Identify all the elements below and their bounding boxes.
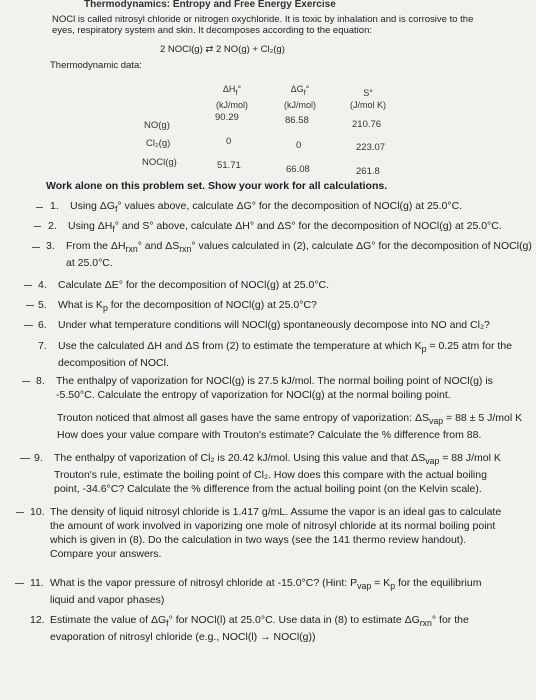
row-species: NOCl(g) <box>142 157 177 168</box>
header-S <box>338 87 398 111</box>
decomposition-equation: 2 NOCl(g) ⇄ 2 NO(g) + Cl₂(g) <box>160 44 285 55</box>
pen-mark <box>24 285 32 286</box>
question-number: 5. <box>38 299 47 311</box>
pen-mark <box>24 325 33 326</box>
row-species: Cl₂(g) <box>146 138 171 149</box>
pen-mark <box>36 207 43 208</box>
question-number: 6. <box>38 319 47 331</box>
question-number: 8. <box>36 375 45 387</box>
row-dGf: 66.08 <box>286 164 310 175</box>
row-dGf: 86.58 <box>285 115 309 126</box>
question-6 <box>38 318 490 332</box>
question-8-trouton: Trouton noticed that almost all gases have the same entropy of vaporization: $\Delta S_{vap} = 88 \pm 5$ J/mol K How does your value compare with Trouton's estimate? Calculate the % difference from 88. <box>57 412 523 442</box>
question-5 <box>38 298 317 315</box>
question-text: Using $\Delta G_f^\circ$ values above, calculate ΔG° for the decomposition of NOCl(g) at 25.0°C. <box>70 200 463 215</box>
header-S-unit: (J/mol K) <box>350 100 386 110</box>
question-text: Using $\Delta H_f^\circ$ and S° above, calculate ΔH° and ΔS° for the decomposition of NOCl(g) at 25.0°C. <box>68 220 502 235</box>
question-number: 10. <box>30 506 45 518</box>
pen-mark <box>20 458 30 459</box>
pen-mark <box>22 381 30 382</box>
question-number: 12. <box>30 614 45 626</box>
row-S: 210.76 <box>352 119 382 130</box>
page-title: Thermodynamics: Entropy and Free Energy Exercise <box>84 0 336 10</box>
row-dHf: 0 <box>226 136 232 147</box>
question-number: 9. <box>34 452 43 464</box>
question-text: The enthalpy of vaporization for NOCl(g) is 27.5 kJ/mol. The normal boiling point of NOCl(g) is -5.50°C. Calculate the entropy of vaporization for NOCl(g) at the normal boiling point. <box>56 375 493 401</box>
question-8 <box>36 374 522 442</box>
header-dGf <box>270 83 330 111</box>
header-dHf-symbol: $\Delta H_f^\circ$ <box>222 84 242 97</box>
question-2 <box>48 219 502 236</box>
question-text: Use the calculated ΔH and ΔS from (2) to estimate the temperature at which $K_p = 0.25$ atm for the decomposition of NOCl. <box>58 340 512 370</box>
question-3 <box>46 239 532 270</box>
question-text: What is $K_p$ for the decomposition of NOCl(g) at 25.0°C? <box>58 299 317 314</box>
question-number: 4. <box>38 279 47 291</box>
question-text: The density of liquid nitrosyl chloride is 1.417 g/mL. Assume the vapor is an ideal gas to calculate the amount of work involved in vaporizing one mole of nitrosyl chloride at its normal boiling point which is given in (8). Do the calculation in two ways (see the 141 thermo review handout). Compare your answers. <box>50 506 502 560</box>
row-S: 223.07 <box>356 142 386 153</box>
question-text: Estimate the value of $\Delta G_f^\circ$ for NOCl(l) at 25.0°C. Use data in (8) to estimate $\Delta G_{rxn}^\circ$ for the evaporation of nitrosyl chloride (e.g., NOCl(l) → NOCl(g)) <box>50 614 469 644</box>
question-number: 3. <box>46 240 55 252</box>
pen-mark <box>32 247 40 248</box>
question-9 <box>34 451 501 496</box>
header-dHf <box>202 83 262 111</box>
question-text: What is the vapor pressure of nitrosyl chloride at -15.0°C? (Hint: $P_{vap} = K_p$ for the equilibrium liquid and vapor phases) <box>50 577 482 607</box>
question-text: From the $\Delta H_{rxn}^\circ$ and $\Delta S_{rxn}^\circ$ values calculated in (2), calculate ΔG° for the decomposition of NOCl(g) at 25.0°C. <box>66 240 532 270</box>
row-dHf: 90.29 <box>215 112 239 123</box>
intro-line-1: NOCl is called nitrosyl chloride or nitrogen oxychloride. It is toxic by inhalation and is corrosive to the <box>52 14 474 25</box>
pen-mark <box>34 226 41 227</box>
header-dHf-unit: (kJ/mol) <box>216 99 248 110</box>
intro-line-2: eyes, respiratory system and skin. It decomposes according to the equation: <box>52 25 372 36</box>
question-4 <box>38 278 329 292</box>
question-7 <box>38 339 512 370</box>
question-10 <box>30 505 501 561</box>
question-text: Under what temperature conditions will NOCl(g) spontaneously decompose into NO and Cl₂? <box>58 319 490 331</box>
thermo-data-label: Thermodynamic data: <box>50 60 142 71</box>
pen-mark <box>16 512 24 513</box>
pen-mark <box>15 583 24 584</box>
row-dHf: 51.71 <box>217 160 241 171</box>
question-number: 11. <box>30 577 44 589</box>
question-11 <box>30 576 481 607</box>
row-species: NO(g) <box>144 120 170 131</box>
header-dGf-symbol: $\Delta G_f^\circ$ <box>290 84 310 97</box>
row-S: 261.8 <box>356 166 380 177</box>
question-number: 7. <box>38 340 47 352</box>
header-dGf-unit: (kJ/mol) <box>284 99 316 110</box>
question-text: Calculate ΔE° for the decomposition of NOCl(g) at 25.0°C. <box>58 279 330 291</box>
header-S-symbol: S° <box>363 88 373 98</box>
pen-mark <box>26 305 34 306</box>
question-12 <box>30 613 469 644</box>
row-dGf: 0 <box>296 140 302 151</box>
question-1 <box>50 199 462 216</box>
question-number: 1. <box>50 200 59 212</box>
question-number: 2. <box>48 220 57 232</box>
question-text: The enthalpy of vaporization of Cl₂ is 20.42 kJ/mol. Using this value and that $\Delta S_{vap} = 88$ J/mol K Trouton's rule, estimate the boiling point of Cl₂. How does this compare with the actual boiling point, -34.6°C? Calculate the % difference from the actual boiling point (on the Kelvin scale). <box>54 452 501 496</box>
instructions: Work alone on this problem set. Show your work for all calculations. <box>46 180 388 192</box>
